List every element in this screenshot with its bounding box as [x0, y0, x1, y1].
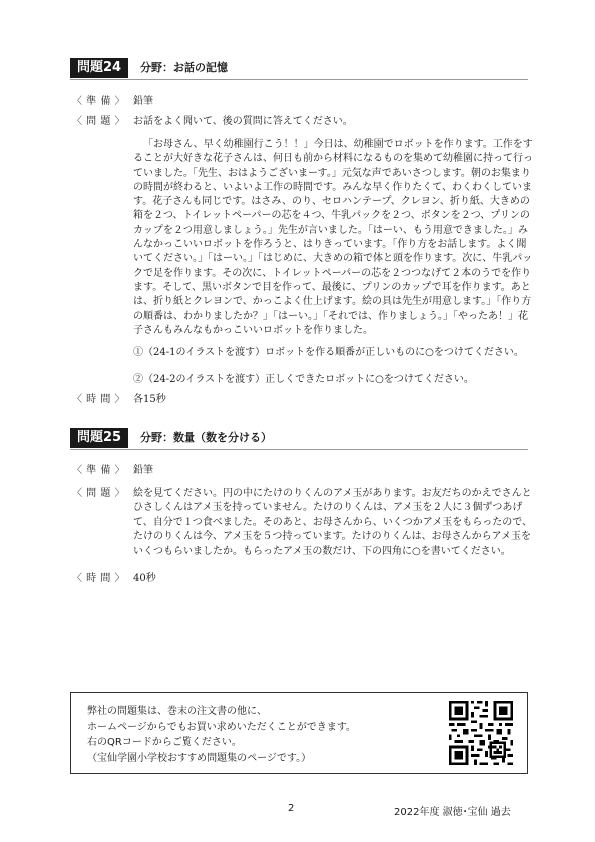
q25-field: 分野：数量（数を分ける） — [140, 431, 272, 444]
q25-time-label: 〈 時 間 〉 — [72, 573, 126, 584]
order-info-line: 右のQRコードからご覧ください。 — [87, 737, 242, 748]
q25-number: 問題25 — [70, 428, 128, 448]
q24-time-value: 各15秒 — [133, 394, 166, 405]
q25-prep-label: 〈 準 備 〉 — [72, 465, 126, 476]
q24-question-text: お話をよく聞いて、後の質問に答えてください。 — [133, 116, 353, 127]
q24-prep-value: 鉛筆 — [133, 96, 153, 107]
order-info-text — [87, 704, 356, 766]
q25-header — [70, 428, 528, 450]
q25-prep-value: 鉛筆 — [133, 465, 153, 476]
q24-time-label: 〈 時 間 〉 — [72, 394, 126, 405]
q24-story — [133, 138, 533, 338]
q24-header — [70, 58, 528, 80]
order-info-line: （宝仙学園小学校おすすめ問題集のページです。） — [87, 752, 312, 764]
q24-story-text: 「お母さん、早く幼稚園行こう！！」今日は、幼稚園でロボットを作ります。工作をすることが大好きな花子さんは、何日も前から材料になるものを集めて幼稚園に持って行っていました。「先生、おはようございまーす。」元気な声であいさつします。朝のお集まりの時間が終わると、いよいよ工作の時間です。みんな早く作りたくて、わくわくしています。花子さんも同じです。はさみ、のり、セロハンテープ、クレヨン、折り紙、大きめの箱を２つ、トイレットペーパーの芯を４つ、牛乳パックを２つ、ボタンを２つ、プリンのカップを２つ用意しましょう。」先生が言いました。「はーい、もう用意できました。」みんなかっこいいロボットを作ろうと、はりきっています。「作り方をお話します。よく聞いてください。」「はーい。」「はじめに、大きめの箱で体と頭を作ります。次に、牛乳パックで足を作ります。その次に、トイレットペーパーの芯を２つつなげて２本のうでを作ります。そして、黒いボタンで目を作って、最後に、プリンのカップで耳を作ります。あとは、折り紙とクレヨンで、かっこよく仕上げます。絵の具は先生が用意します。」「作り方の順番は、わかりましたか？」「はーい。」「それでは、作りましょう。」「やったあ！」花子さんもみんなもかっこいいロボットを作りました。 — [133, 139, 533, 336]
q25-question-text: 絵を見てください。円の中にたけのりくんのアメ玉があります。お友だちのかえでさんとひさしくんはアメ玉を持っていません。たけのりくんは、アメ玉を２人に３個ずつあげて、自分で１つ食べました。そのあと、お母さんから、いくつかアメ玉をもらったので、たけのりくんは今、アメ玉を５つ持っています。たけのりくんは、お母さんからアメ玉をいくつもらいましたか。もらったアメ玉の数だけ、下の四角に○を書いてください。 — [133, 488, 532, 557]
q24-number: 問題24 — [70, 58, 128, 78]
page-number: 2 — [288, 803, 295, 814]
order-info-line: ホームページからでもお買い求めいただくことができます。 — [87, 721, 356, 733]
q24-field: 分野：お話の記憶 — [140, 61, 228, 74]
qr-code-icon[interactable] — [446, 698, 516, 768]
q24-item-2: ②（24-2のイラストを渡す）正しくできたロボットに○をつけてください。 — [133, 374, 474, 385]
q24-divider — [70, 79, 528, 80]
document-title: 2022年度 淑徳･宝仙 過去 — [394, 807, 511, 818]
order-info-box — [70, 692, 528, 774]
q24-item-1: ①（24-1のイラストを渡す）ロボットを作る順番が正しいものに○をつけてください。 — [133, 347, 524, 358]
q25-time-value: 40秒 — [133, 573, 156, 584]
order-info-line: 弊社の問題集は、巻末の注文書の他に、 — [87, 706, 267, 717]
q25-divider — [70, 449, 528, 450]
q24-prep-label: 〈 準 備 〉 — [72, 96, 126, 107]
q25-question-label: 〈 問 題 〉 — [72, 488, 126, 499]
q24-question-label: 〈 問 題 〉 — [72, 116, 126, 127]
